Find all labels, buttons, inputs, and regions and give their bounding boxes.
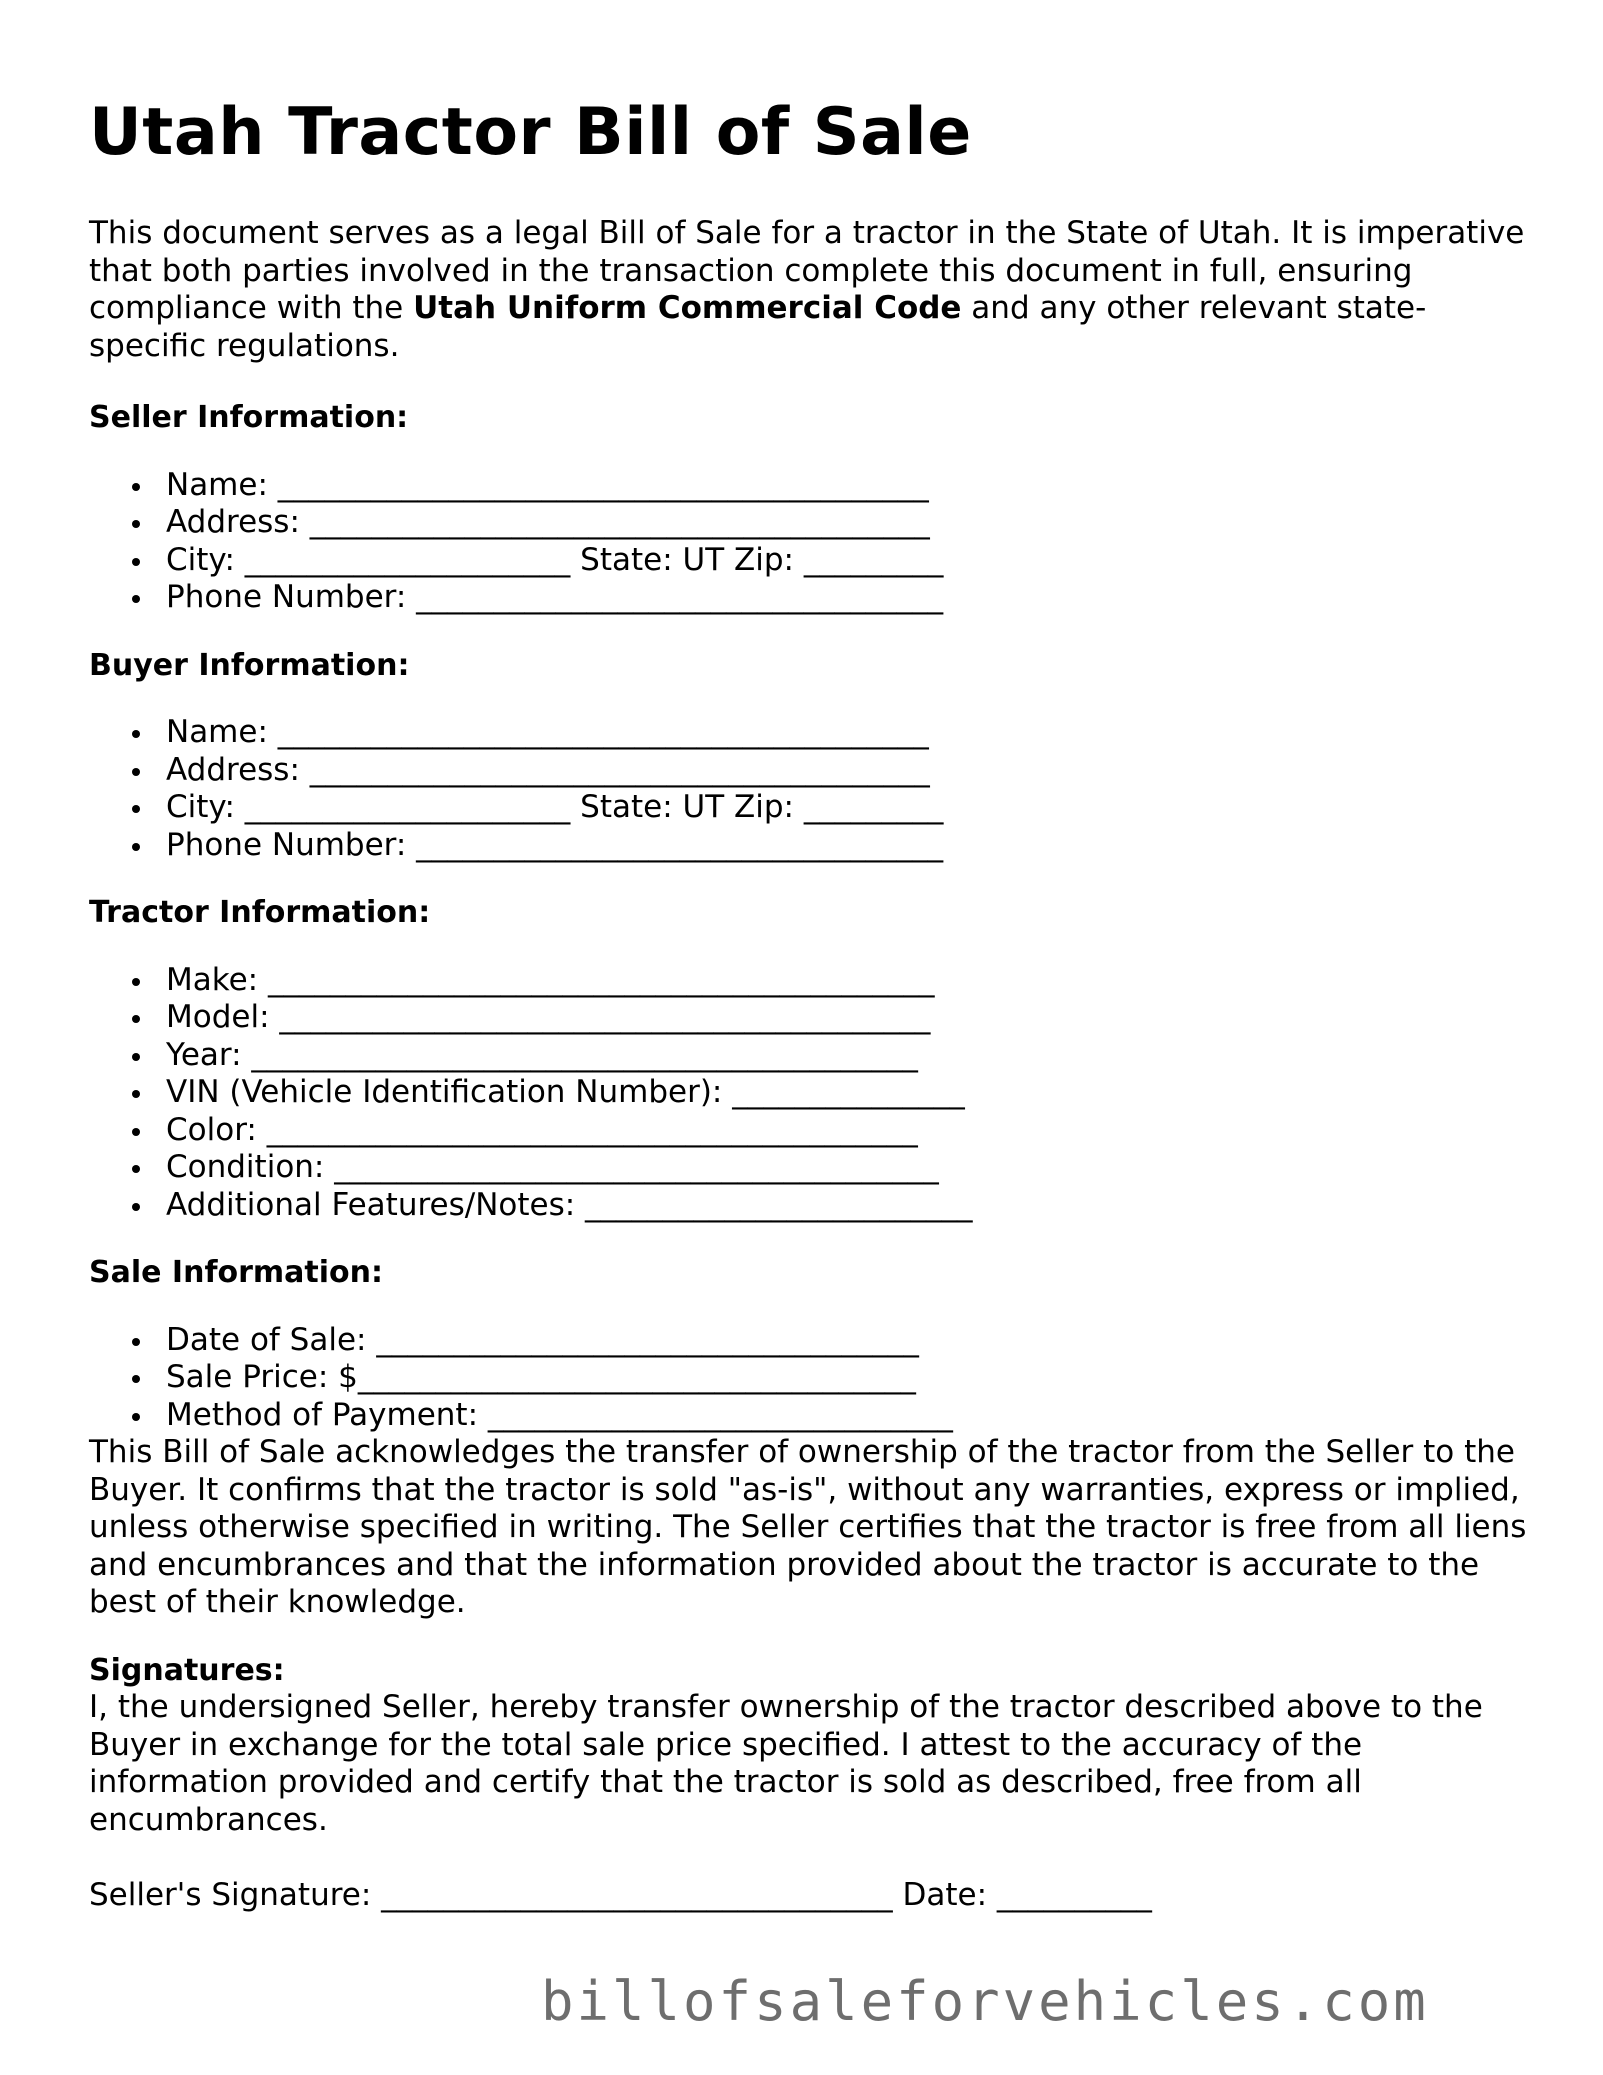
seller-fields <box>89 467 1529 617</box>
tractor-fields <box>89 962 1529 1225</box>
intro-code-name: Utah Uniform Commercial Code <box>413 290 962 326</box>
tractor-model-field[interactable]: Model: __________________________________________ <box>89 999 1529 1037</box>
watermark-text: billofsaleforvehicles.com <box>541 1970 1429 2033</box>
payment-method-field[interactable]: Method of Payment: ______________________________ <box>89 1397 1529 1435</box>
buyer-heading: Buyer Information: <box>89 647 410 683</box>
seller-city-state-zip-field[interactable]: City: _____________________ State: UT Zip: _________ <box>89 542 1529 580</box>
buyer-name-field[interactable]: Name: __________________________________________ <box>89 714 1529 752</box>
tractor-notes-field[interactable]: Additional Features/Notes: _________________________ <box>89 1187 1529 1225</box>
sale-date-field[interactable]: Date of Sale: ___________________________________ <box>89 1322 1529 1360</box>
seller-statement: I, the undersigned Seller, hereby transfer ownership of the tractor described above to the Buyer in exchange for the total sale price specified. I attest to the accuracy of the information provided and certify that the tractor is sold as described, free from all encumbrances. <box>89 1689 1483 1838</box>
tractor-year-field[interactable]: Year: ___________________________________________ <box>89 1037 1529 1075</box>
sale-price-field[interactable]: Sale Price: $____________________________________ <box>89 1359 1529 1397</box>
buyer-fields <box>89 714 1529 864</box>
intro-text-before: This document serves as a legal Bill of Sale for a tractor in the State of Utah. It is imperative that both parties involved in the transaction complete this document in full, ensuring compliance with the <box>89 215 1525 326</box>
intro-text-after: and any other relevant state-specific regulations. <box>89 290 1427 364</box>
acknowledgement-paragraph: This Bill of Sale acknowledges the transfer of ownership of the tractor from the Seller to the Buyer. It confirms that the tractor is sold "as-is", without any warranties, express or implied, unless otherwise specified in writing. The Seller certifies that the tractor is free from all liens and encumbrances and that the information provided about the tractor is accurate to the best of their knowledge. <box>89 1434 1527 1620</box>
intro-paragraph <box>89 215 1529 365</box>
seller-phone-field[interactable]: Phone Number: __________________________________ <box>89 579 1529 617</box>
tractor-vin-field[interactable]: VIN (Vehicle Identification Number): _______________ <box>89 1074 1529 1112</box>
tractor-heading: Tractor Information: <box>89 895 431 930</box>
tractor-condition-field[interactable]: Condition: _______________________________________ <box>89 1149 1529 1187</box>
buyer-phone-field[interactable]: Phone Number: __________________________________ <box>89 827 1529 865</box>
seller-signature-line[interactable]: Seller's Signature: _________________________________ Date: __________ <box>89 1877 1152 1913</box>
seller-address-field[interactable]: Address: ________________________________________ <box>89 504 1529 542</box>
tractor-color-field[interactable]: Color: __________________________________________ <box>89 1112 1529 1150</box>
buyer-address-field[interactable]: Address: ________________________________________ <box>89 752 1529 790</box>
document-title: Utah Tractor Bill of Sale <box>89 95 972 170</box>
seller-name-field[interactable]: Name: __________________________________________ <box>89 467 1529 505</box>
buyer-city-state-zip-field[interactable]: City: _____________________ State: UT Zip: _________ <box>89 789 1529 827</box>
tractor-make-field[interactable]: Make: ___________________________________________ <box>89 962 1529 1000</box>
seller-heading: Seller Information: <box>89 400 409 435</box>
document-page <box>89 95 1529 1915</box>
sale-heading: Sale Information: <box>89 1255 383 1290</box>
sale-fields <box>89 1322 1529 1435</box>
signatures-heading: Signatures: <box>89 1652 285 1688</box>
